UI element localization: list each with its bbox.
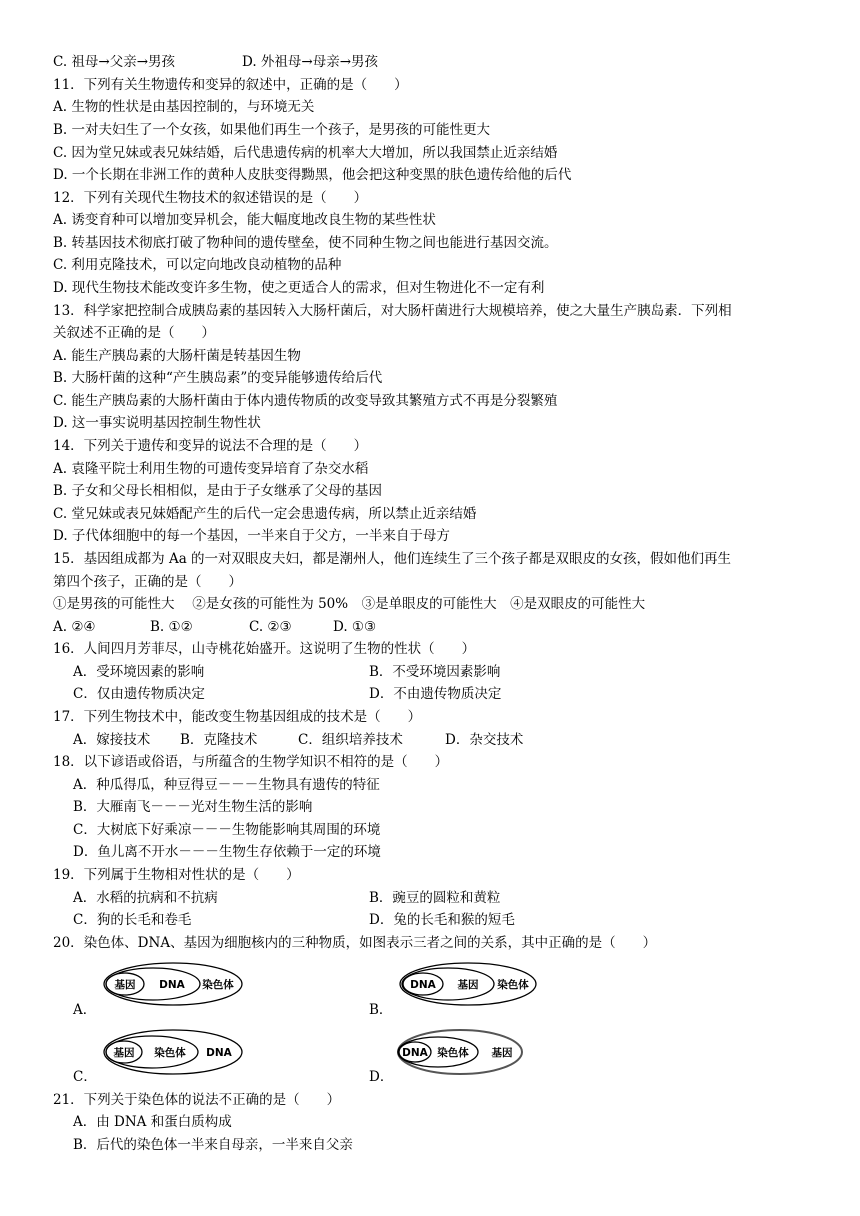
q15-option-c: C. ②③ bbox=[249, 619, 292, 635]
q19-option-c: C．狗的长毛和卷毛 bbox=[73, 912, 192, 928]
q17-option-a: A．嫁接技术 bbox=[73, 732, 151, 748]
q14-option-c: C. 堂兄妹或表兄妹婚配产生的后代一定会患遗传病，所以禁止近亲结婚 bbox=[53, 506, 477, 522]
q13-option-c: C. 能生产胰岛素的大肠杆菌由于体内遗传物质的改变导致其繁殖方式不再是分裂繁殖 bbox=[53, 393, 558, 409]
q20-option-b-label: B． bbox=[369, 1002, 393, 1018]
q19-stem: 19．下列属于生物相对性状的是（ ） bbox=[53, 867, 300, 883]
q17-option-b: B．克隆技术 bbox=[180, 732, 258, 748]
q14-stem: 14．下列关于遗传和变异的说法不合理的是（ ） bbox=[53, 438, 368, 454]
q19-option-d: D．兔的长毛和猴的短毛 bbox=[369, 912, 515, 928]
q18-option-b: B．大雁南飞－－－光对生物生活的影响 bbox=[73, 799, 313, 815]
q11-stem: 11．下列有关生物遗传和变异的叙述中，正确的是（ ） bbox=[53, 77, 408, 93]
gene-label: 基因 bbox=[457, 979, 479, 991]
q17-option-c: C．组织培养技术 bbox=[298, 732, 403, 748]
q20-option-d-label: D． bbox=[369, 1069, 394, 1085]
dna-label: DNA bbox=[159, 979, 185, 991]
q15-option-b: B. ①② bbox=[150, 619, 193, 635]
q10-option-d: D. 外祖母→母亲→男孩 bbox=[242, 54, 379, 70]
q15-option-d: D. ①③ bbox=[333, 619, 377, 635]
q15-stem-line2: 第四个孩子，正确的是（ ） bbox=[53, 574, 242, 590]
q18-option-c: C．大树底下好乘凉－－－生物能影响其周围的环境 bbox=[73, 822, 381, 838]
chromosome-label: 染色体 bbox=[437, 1047, 469, 1059]
chromosome-label: 染色体 bbox=[154, 1047, 186, 1059]
q13-stem-line1: 13．科学家把控制合成胰岛素的基因转入大肠杆菌后，对大肠杆菌进行大规模培养，使之大量生产胰岛素．下列相 bbox=[53, 303, 732, 319]
q17-stem: 17．下列生物技术中，能改变生物基因组成的技术是（ ） bbox=[53, 709, 422, 725]
q20-diagram-a bbox=[100, 958, 250, 1014]
q12-option-a: A. 诱变育种可以增加变异机会，能大幅度地改良生物的某些性状 bbox=[53, 212, 436, 228]
q12-option-b: B. 转基因技术彻底打破了物种间的遗传壁垒，使不同种生物之间也能进行基因交流。 bbox=[53, 235, 558, 251]
q18-option-a: A．种瓜得瓜，种豆得豆－－－生物具有遗传的特征 bbox=[73, 777, 380, 793]
q11-option-b: B. 一对夫妇生了一个女孩，如果他们再生一个孩子，是男孩的可能性更大 bbox=[53, 122, 491, 138]
q15-stem-line1: 15．基因组成都为 Aa 的一对双眼皮夫妇，都是潮州人，他们连续生了三个孩子都是双眼皮的女孩，假如他们再生 bbox=[53, 551, 732, 567]
q17-option-d: D．杂交技术 bbox=[445, 732, 524, 748]
dna-label: DNA bbox=[206, 1047, 232, 1059]
q13-option-b: B. 大肠杆菌的这种“产生胰岛素”的变异能够遗传给后代 bbox=[53, 370, 383, 386]
q16-stem: 16．人间四月芳菲尽，山寺桃花始盛开。这说明了生物的性状（ ） bbox=[53, 641, 476, 657]
q21-option-b: B．后代的染色体一半来自母亲，一半来自父亲 bbox=[73, 1137, 353, 1153]
q20-diagram-d bbox=[396, 1025, 546, 1081]
q19-option-a: A．水稻的抗病和不抗病 bbox=[73, 890, 218, 906]
dna-label: DNA bbox=[402, 1047, 428, 1059]
q13-stem-line2: 关叙述不正确的是（ ） bbox=[53, 325, 215, 341]
q11-option-d: D. 一个长期在非洲工作的黄种人皮肤变得黝黑，他会把这种变黑的肤色遗传给他的后代 bbox=[53, 167, 572, 183]
gene-label: 基因 bbox=[114, 979, 136, 991]
chromosome-label: 染色体 bbox=[497, 979, 529, 991]
chromosome-label: 染色体 bbox=[202, 979, 234, 991]
gene-label: 基因 bbox=[113, 1047, 135, 1059]
q16-option-c: C．仅由遗传物质决定 bbox=[73, 686, 205, 702]
q16-option-b: B．不受环境因素影响 bbox=[369, 664, 501, 680]
dna-label: DNA bbox=[410, 979, 436, 991]
q21-stem: 21．下列关于染色体的说法不正确的是（ ） bbox=[53, 1092, 341, 1108]
q18-stem: 18．以下谚语或俗语，与所蕴含的生物学知识不相符的是（ ） bbox=[53, 754, 449, 770]
q20-stem: 20．染色体、DNA、基因为细胞核内的三种物质，如图表示三者之间的关系，其中正确的是（ ） bbox=[53, 935, 657, 951]
q19-option-b: B．豌豆的圆粒和黄粒 bbox=[369, 890, 501, 906]
q13-option-a: A. 能生产胰岛素的大肠杆菌是转基因生物 bbox=[53, 348, 301, 364]
q10-option-c: C. 祖母→父亲→男孩 bbox=[53, 54, 176, 70]
q11-option-a: A. 生物的性状是由基因控制的，与环境无关 bbox=[53, 99, 315, 115]
q12-option-d: D. 现代生物技术能改变许多生物，使之更适合人的需求，但对生物进化不一定有利 bbox=[53, 280, 545, 296]
q15-statements: ①是男孩的可能性大 ②是女孩的可能性为 50% ③是单眼皮的可能性大 ④是双眼皮的可能性大 bbox=[53, 596, 646, 612]
q11-option-c: C. 因为堂兄妹或表兄妹结婚，后代患遗传病的机率大大增加，所以我国禁止近亲结婚 bbox=[53, 145, 558, 161]
q14-option-a: A. 袁隆平院士利用生物的可遗传变异培育了杂交水稻 bbox=[53, 461, 369, 477]
q14-option-b: B. 子女和父母长相相似，是由于子女继承了父母的基因 bbox=[53, 483, 383, 499]
gene-label: 基因 bbox=[491, 1047, 513, 1059]
q20-diagram-c bbox=[100, 1025, 250, 1081]
q20-diagram-b bbox=[396, 958, 546, 1014]
q15-option-a: A. ②④ bbox=[53, 619, 96, 635]
q21-option-a: A．由 DNA 和蛋白质构成 bbox=[73, 1114, 232, 1130]
q16-option-a: A．受环境因素的影响 bbox=[73, 664, 205, 680]
q20-option-a-label: A． bbox=[73, 1002, 97, 1018]
q18-option-d: D．鱼儿离不开水－－－生物生存依赖于一定的环境 bbox=[73, 844, 381, 860]
q13-option-d: D. 这一事实说明基因控制生物性状 bbox=[53, 415, 261, 431]
q14-option-d: D. 子代体细胞中的每一个基因，一半来自于父方，一半来自于母方 bbox=[53, 528, 450, 544]
q12-option-c: C. 利用克隆技术，可以定向地改良动植物的品种 bbox=[53, 257, 342, 273]
q20-option-c-label: C． bbox=[73, 1069, 97, 1085]
q12-stem: 12．下列有关现代生物技术的叙述错误的是（ ） bbox=[53, 190, 368, 206]
q16-option-d: D．不由遗传物质决定 bbox=[369, 686, 502, 702]
